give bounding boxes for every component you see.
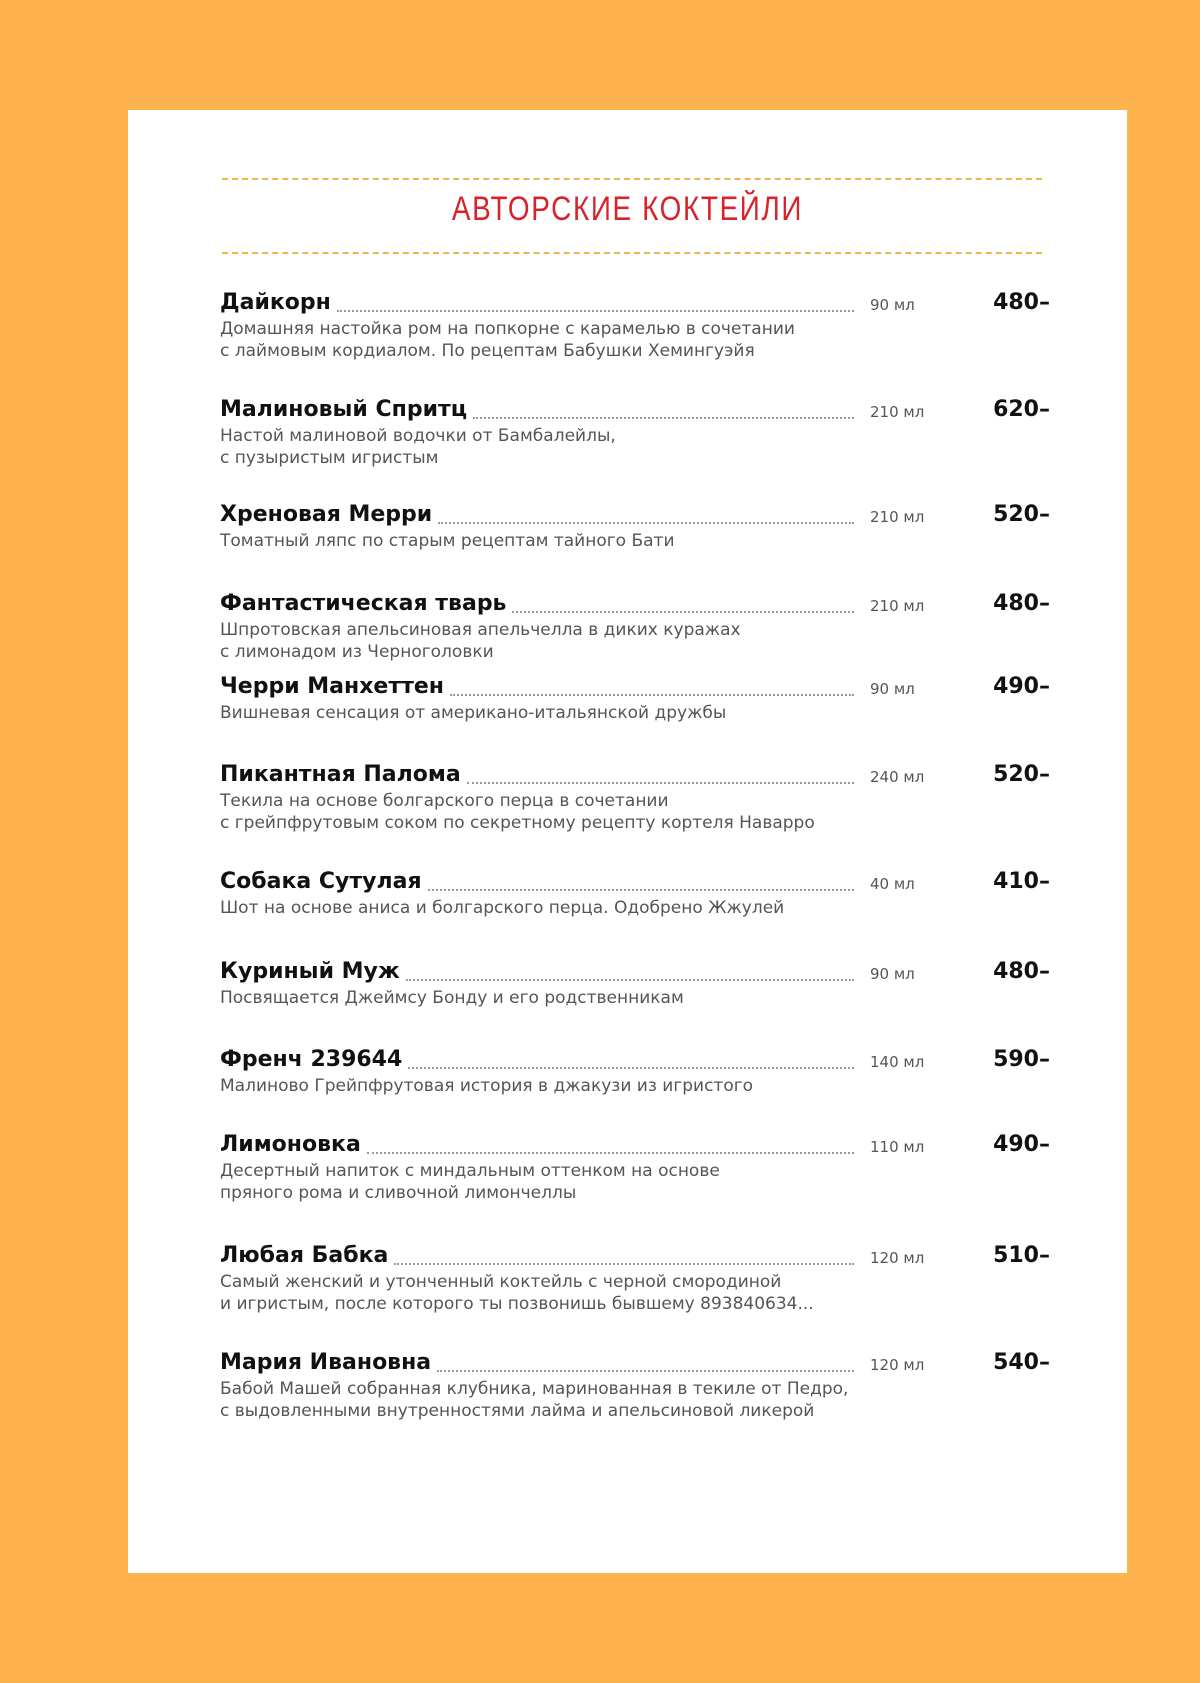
- menu-item-header: [220, 1350, 1050, 1378]
- menu-item-volume: 210 мл: [870, 597, 925, 615]
- dashed-divider-top: [222, 178, 1042, 180]
- menu-item-volume: 140 мл: [870, 1053, 925, 1071]
- menu-item-header: [220, 397, 1050, 425]
- menu-item-price: 490–: [993, 1132, 1050, 1157]
- menu-item: [220, 1132, 1050, 1204]
- dotted-leader: [408, 1067, 854, 1069]
- dotted-leader: [438, 522, 854, 524]
- dashed-divider-bottom: [222, 252, 1042, 254]
- menu-item-description: Томатный ляпс по старым рецептам тайного Бати: [220, 531, 675, 551]
- menu-item-name: Лимоновка: [220, 1132, 361, 1157]
- menu-item-header: [220, 290, 1050, 318]
- menu-item-description: пряного рома и сливочной лимончеллы: [220, 1183, 577, 1203]
- menu-item-volume: 120 мл: [870, 1249, 925, 1267]
- menu-item-volume: 40 мл: [870, 875, 915, 893]
- dotted-leader: [512, 611, 854, 613]
- menu-item-description: Текила на основе болгарского перца в сочетании: [220, 791, 669, 811]
- menu-item-price: 480–: [993, 959, 1050, 984]
- menu-item-price: 520–: [993, 762, 1050, 787]
- menu-item-description: с лаймовым кордиалом. По рецептам Бабушки Хемингуэйя: [220, 341, 755, 361]
- menu-item-price: 590–: [993, 1047, 1050, 1072]
- menu-item-description: с лимонадом из Черноголовки: [220, 642, 494, 662]
- menu-item-price: 410–: [993, 869, 1050, 894]
- dotted-leader: [467, 782, 854, 784]
- menu-item-price: 510–: [993, 1243, 1050, 1268]
- menu-item-name: Куриный Муж: [220, 959, 400, 984]
- menu-item-header: [220, 1132, 1050, 1160]
- dotted-leader: [406, 979, 854, 981]
- menu-item-price: 480–: [993, 591, 1050, 616]
- menu-item-description: Шпротовская апельсиновая апельчелла в диких куражах: [220, 620, 741, 640]
- menu-item-name: Фантастическая тварь: [220, 591, 507, 616]
- menu-item-volume: 90 мл: [870, 680, 915, 698]
- menu-item-description: Вишневая сенсация от американо-итальянской дружбы: [220, 703, 727, 723]
- menu-item-volume: 210 мл: [870, 508, 925, 526]
- dotted-leader: [437, 1370, 854, 1372]
- menu-item: [220, 591, 1050, 663]
- menu-item-header: [220, 1243, 1050, 1271]
- menu-item-header: [220, 959, 1050, 987]
- menu-item-description: Малиново Грейпфрутовая история в джакузи из игристого: [220, 1076, 754, 1096]
- menu-item-price: 520–: [993, 502, 1050, 527]
- menu-item: [220, 1047, 1050, 1097]
- menu-item-volume: 210 мл: [870, 403, 925, 421]
- menu-item: [220, 1350, 1050, 1422]
- menu-item-name: Любая Бабка: [220, 1243, 389, 1268]
- menu-item-header: [220, 502, 1050, 530]
- menu-item-description: с грейпфрутовым соком по секретному рецепту кортеля Наварро: [220, 813, 815, 833]
- menu-item-volume: 240 мл: [870, 768, 925, 786]
- menu-title: АВТОРСКИЕ КОКТЕЙЛИ: [451, 190, 804, 228]
- menu-item-volume: 120 мл: [870, 1356, 925, 1374]
- menu-item-header: [220, 762, 1050, 790]
- menu-item-volume: 110 мл: [870, 1138, 925, 1156]
- menu-item-description: Шот на основе аниса и болгарского перца. Одобрено Жжулей: [220, 898, 785, 918]
- menu-item-description: с пузыристым игристым: [220, 448, 439, 468]
- menu-item-name: Френч 239644: [220, 1047, 403, 1072]
- dotted-leader: [450, 694, 854, 696]
- menu-item-name: Собака Сутулая: [220, 869, 422, 894]
- menu-item-description: Бабой Машей собранная клубника, маринованная в текиле от Педро,: [220, 1379, 849, 1399]
- dotted-leader: [394, 1263, 854, 1265]
- menu-item: [220, 1243, 1050, 1315]
- menu-item: [220, 762, 1050, 834]
- menu-item-volume: 90 мл: [870, 296, 915, 314]
- menu-item-description: Самый женский и утонченный коктейль с черной смородиной: [220, 1272, 782, 1292]
- menu-item-price: 620–: [993, 397, 1050, 422]
- dotted-leader: [337, 310, 854, 312]
- menu-page: [128, 110, 1127, 1573]
- menu-item-description: Настой малиновой водочки от Бамбалейлы,: [220, 426, 616, 446]
- menu-item-name: Малиновый Спритц: [220, 397, 468, 422]
- menu-item-name: Пикантная Палома: [220, 762, 461, 787]
- menu-item-name: Дайкорн: [220, 290, 331, 315]
- menu-item-price: 540–: [993, 1350, 1050, 1375]
- menu-item-description: Домашняя настойка ром на попкорне с карамелью в сочетании: [220, 319, 795, 339]
- menu-item-header: [220, 869, 1050, 897]
- menu-item-name: Черри Манхеттен: [220, 674, 444, 699]
- dotted-leader: [473, 417, 854, 419]
- menu-item-header: [220, 591, 1050, 619]
- menu-item-description: с выдовленными внутренностями лайма и апельсиновой ликерой: [220, 1401, 815, 1421]
- menu-item-price: 480–: [993, 290, 1050, 315]
- menu-item-description: и игристым, после которого ты позвонишь бывшему 893840634...: [220, 1294, 814, 1314]
- menu-item: [220, 869, 1050, 919]
- menu-item: [220, 397, 1050, 469]
- menu-item-header: [220, 1047, 1050, 1075]
- menu-item-volume: 90 мл: [870, 965, 915, 983]
- menu-item-description: Десертный напиток с миндальным оттенком на основе: [220, 1161, 720, 1181]
- dotted-leader: [428, 889, 854, 891]
- menu-item: [220, 674, 1050, 724]
- menu-item-price: 490–: [993, 674, 1050, 699]
- menu-item-header: [220, 674, 1050, 702]
- menu-item-name: Мария Ивановна: [220, 1350, 432, 1375]
- dotted-leader: [367, 1152, 854, 1154]
- menu-item: [220, 502, 1050, 552]
- menu-item: [220, 290, 1050, 362]
- menu-item-name: Хреновая Мерри: [220, 502, 433, 527]
- menu-item: [220, 959, 1050, 1009]
- menu-item-description: Посвящается Джеймсу Бонду и его родственникам: [220, 988, 684, 1008]
